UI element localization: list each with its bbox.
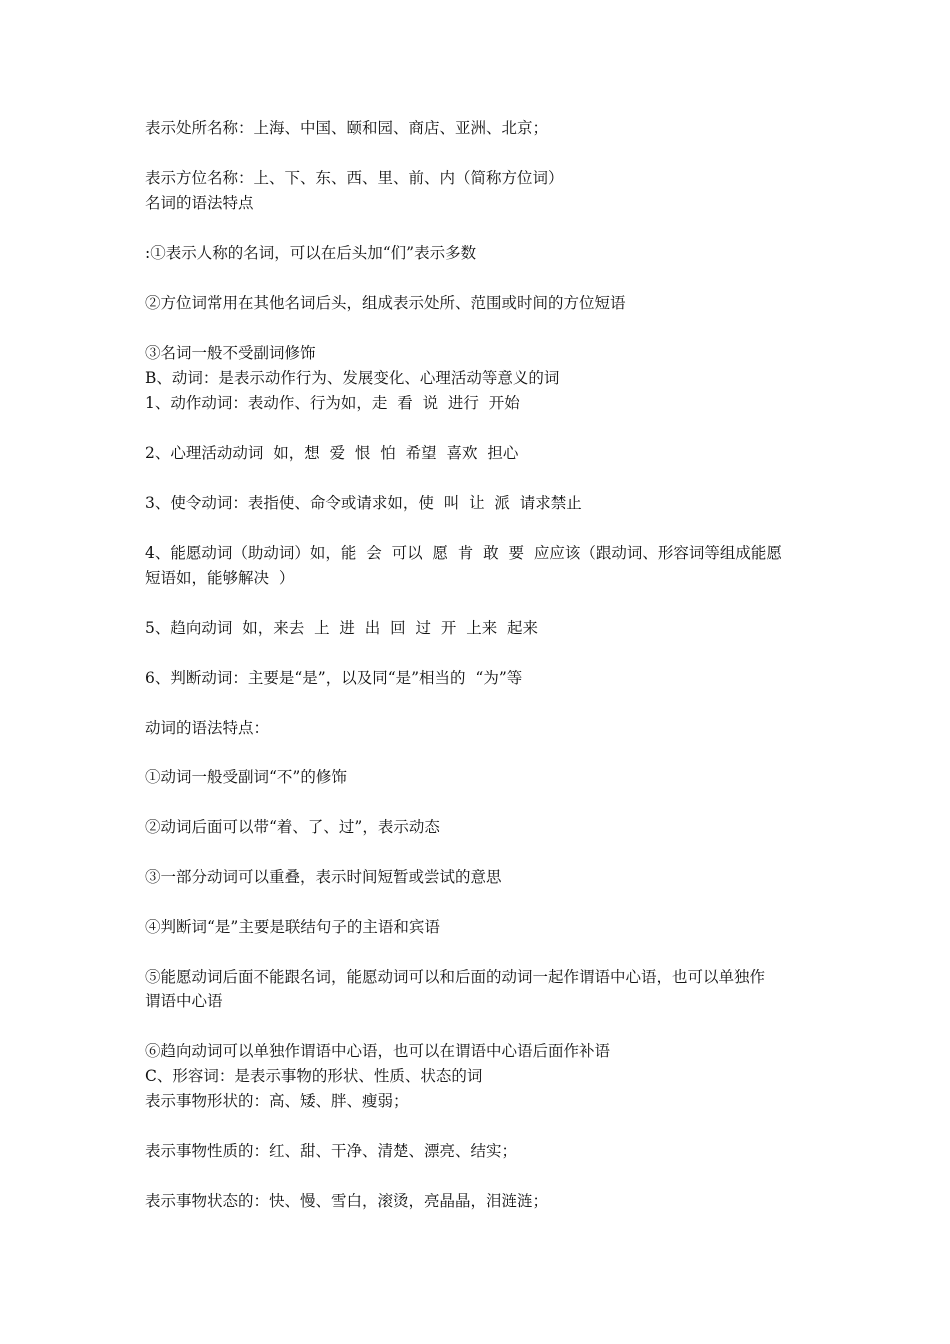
text-line: 2、心理活动动词 如，想 爱 恨 怕 希望 喜欢 担心 [145,444,519,462]
text-line: 短语如，能够解决 ） [145,569,295,587]
text-line: 谓语中心语 [145,992,223,1010]
text-line: ③一部分动词可以重叠，表示时间短暂或尝试的意思 [145,868,502,886]
text-line: ③名词一般不受副词修饰 [145,344,316,362]
text-line: ⑤能愿动词后面不能跟名词，能愿动词可以和后面的动词一起作谓语中心语，也可以单独作 [145,968,766,986]
text-line: ①动词一般受副词“不”的修饰 [145,768,347,786]
text-line: 表示事物性质的：红、甜、干净、清楚、漂亮、结实； [145,1142,518,1160]
text-line: 3、使令动词：表指使、命令或请求如，使 叫 让 派 请求禁止 [145,494,582,512]
text-line: 表示事物状态的：快、慢、雪白，滚烫，亮晶晶，泪涟涟； [145,1192,549,1210]
text-line: 6、判断动词：主要是“是”，以及同“是”相当的 “为”等 [145,669,523,687]
text-line: 动词的语法特点： [145,719,270,737]
text-line: B、动词：是表示动作行为、发展变化、心理活动等意义的词 [145,369,560,387]
text-line: 名词的语法特点 [145,194,254,212]
text-line: ②方位词常用在其他名词后头，组成表示处所、范围或时间的方位短语 [145,294,626,312]
text-line: :①表示人称的名词，可以在后头加“们”表示多数 [145,244,477,262]
text-line: C、形容词：是表示事物的形状、性质、状态的词 [145,1067,483,1085]
text-line: 表示处所名称：上海、中国、颐和园、商店、亚洲、北京； [145,119,549,137]
text-line: 表示方位名称：上、下、东、西、里、前、内（简称方位词） [145,169,564,187]
text-line: 4、能愿动词（助动词）如，能 会 可以 愿 肯 敢 要 应应该（跟动词、形容词等组成能愿 [145,544,782,562]
text-line: 1、动作动词：表动作、行为如，走 看 说 进行 开始 [145,394,520,412]
text-line: ⑥趋向动词可以单独作谓语中心语，也可以在谓语中心语后面作补语 [145,1042,611,1060]
text-line: 表示事物形状的：高、矮、胖、瘦弱； [145,1092,409,1110]
text-line: 5、趋向动词 如，来去 上 进 出 回 过 开 上来 起来 [145,619,539,637]
text-line: ②动词后面可以带“着、了、过”，表示动态 [145,818,440,836]
text-line: ④判断词“是”主要是联结句子的主语和宾语 [145,918,440,936]
